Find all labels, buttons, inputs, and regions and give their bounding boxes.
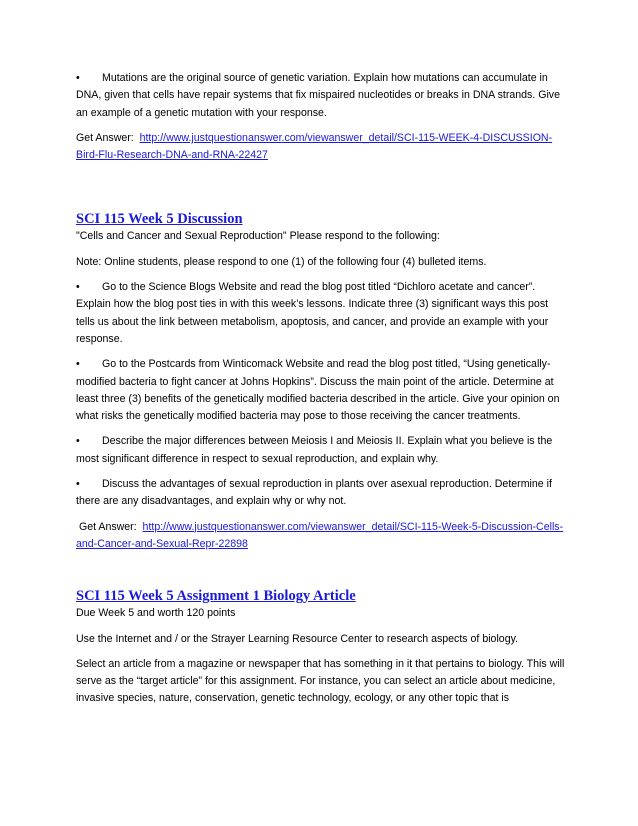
get-answer-label: Get Answer: (78, 520, 137, 533)
get-answer-line (76, 130, 566, 165)
bullet-item (76, 70, 566, 87)
bullet-lead-text: Describe the major differences between Meiosis I and Meiosis II. Explain what you believe is the (102, 435, 553, 448)
assignment-description: Select an article from a magazine or newspaper that has something in it that pertains to biology. This will serve as the “target article” for this assignment. For instance, you can select an article about medicine, invasive species, nature, conservation, genetic technology, ecology, or any other topic that is (76, 657, 565, 705)
section-heading: SCI 115 Week 5 Assignment 1 Biology Article (76, 588, 356, 605)
bullet-lead-text: Go to the Science Blogs Website and read the blog post titled “Dichloro acetate and cancer”. (102, 281, 536, 294)
discussion-intro: "Cells and Cancer and Sexual Reproduction" Please respond to the following: (76, 230, 440, 243)
get-answer-line (76, 519, 566, 554)
bullet-marker: • (76, 358, 80, 371)
bullet-item (76, 279, 566, 296)
document-page (76, 70, 566, 708)
bullet-marker: • (76, 281, 80, 294)
assignment-instruction: Use the Internet and / or the Strayer Learning Resource Center to research aspects of biology. (76, 632, 519, 645)
bullet-rest-text: Explain how the blog post ties in with this week’s lessons. Indicate three (3) significant ways this post tells us about the link between metabolism, apoptosis, and cancer, and provide an example with your response. (76, 298, 549, 345)
bullet-item (76, 356, 566, 373)
bullet-marker: • (76, 435, 80, 448)
bullet-marker: • (76, 478, 80, 491)
discussion-bullets (76, 279, 566, 511)
bullet-lead-text: Discuss the advantages of sexual reproduction in plants over asexual reproduction. Determine if (102, 478, 552, 491)
bullet-lead-text: Mutations are the original source of genetic variation. Explain how mutations can accumulate in (102, 72, 548, 84)
assignment-due: Due Week 5 and worth 120 points (76, 607, 236, 620)
section-heading: SCI 115 Week 5 Discussion (76, 211, 243, 228)
answer-link[interactable]: http://www.justquestionanswer.com/viewanswer_detail/SCI-115-Week-5-Discussion-Cells-and-Cancer-and-Sexual-Repr-22898 (76, 520, 564, 550)
bullet-rest-text: there are any disadvantages, and explain why or why not. (76, 495, 347, 508)
bullet-item (76, 433, 566, 450)
bullet-rest-text: modified bacteria to fight cancer at Johns Hopkins”. Discuss the main point of the article. Determine at least three (3) benefits of the genetically modified bacteria described in the article. Give your opinion on what risks the genetically modified bacteria may pose to those receiving the cancer treatments. (76, 375, 560, 423)
discussion-note: Note: Online students, please respond to one (1) of the following four (4) bulleted items. (76, 255, 487, 268)
answer-link[interactable]: http://www.justquestionanswer.com/viewanswer_detail/SCI-115-WEEK-4-DISCUSSION-Bird-Flu-Research-DNA-and-RNA-22427 (76, 131, 553, 162)
bullet-lead-text: Go to the Postcards from Winticomack Website and read the blog post titled, “Using genetically- (102, 358, 551, 371)
bullet-marker: • (76, 72, 80, 84)
bullet-rest-text: DNA, given that cells have repair systems that fix mispaired nucleotides or breaks in DNA strands. Give an example of a genetic mutation with your response. (76, 89, 560, 119)
bullet-rest-text: most significant difference in respect to sexual reproduction, and explain why. (76, 452, 439, 465)
bullet-item (76, 476, 566, 493)
get-answer-label: Get Answer: (76, 131, 134, 144)
